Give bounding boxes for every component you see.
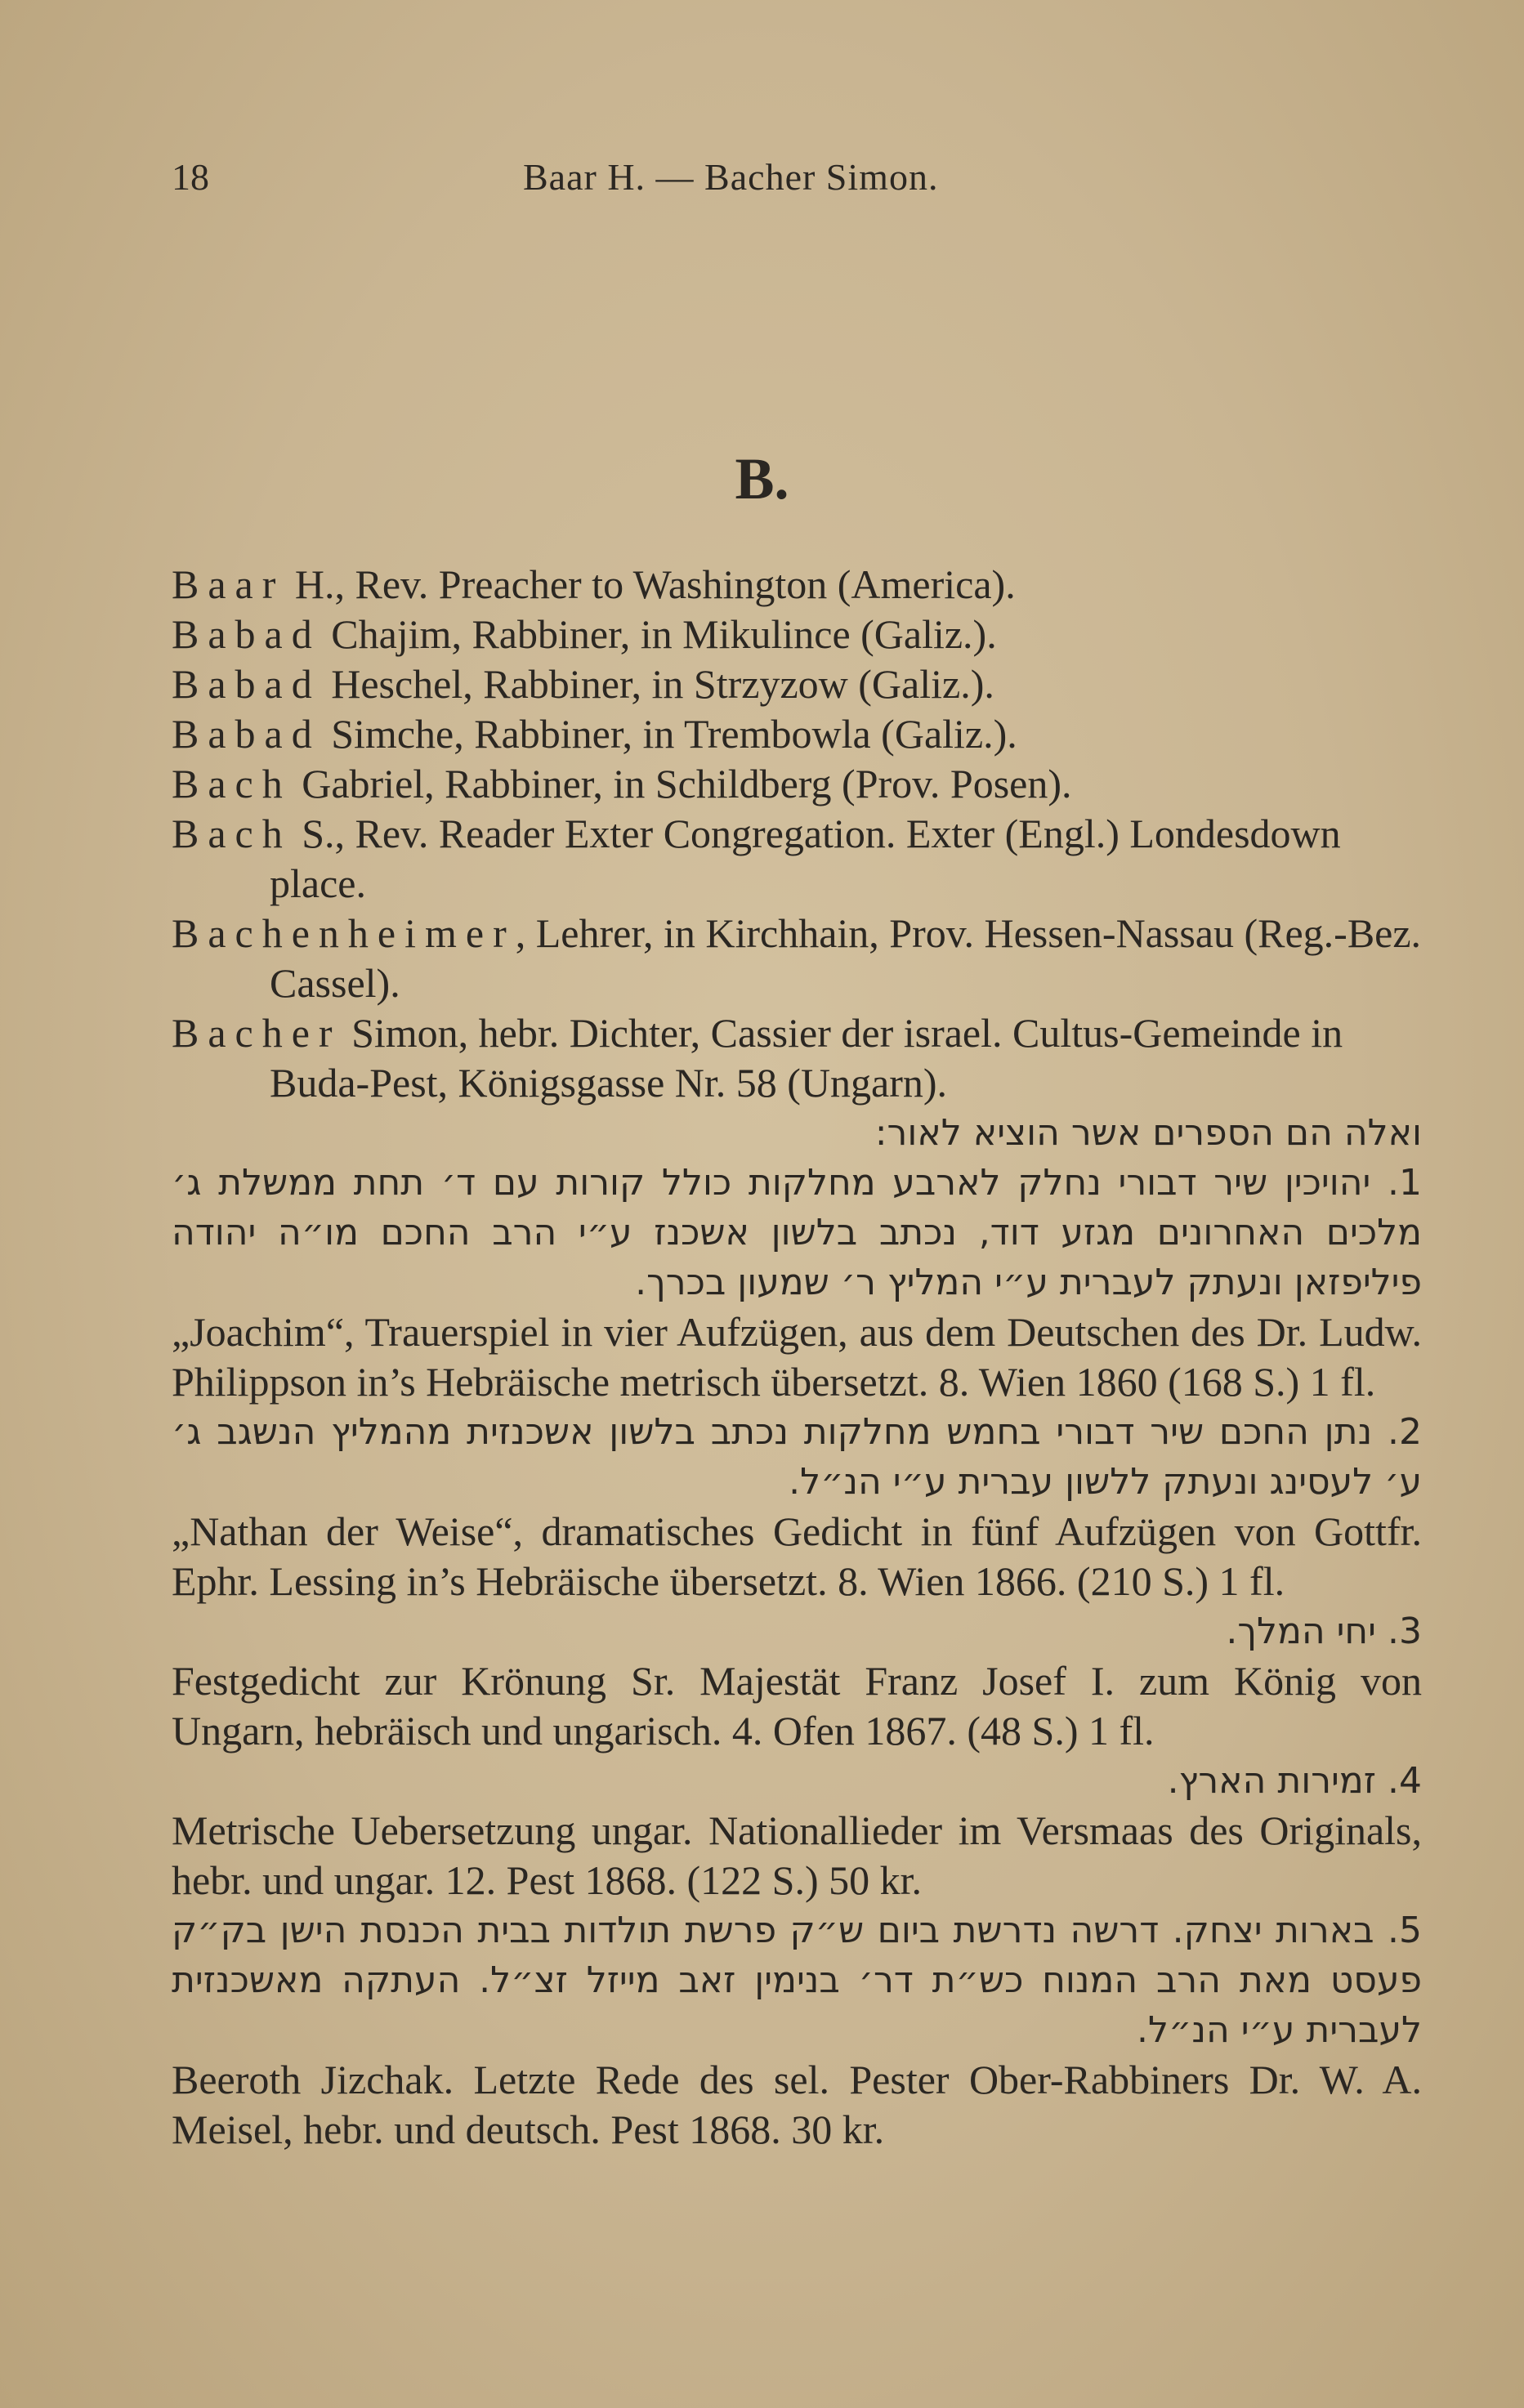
work-item xyxy=(172,1756,1422,1905)
work-item xyxy=(172,1158,1422,1407)
entry-name: Babad xyxy=(172,711,321,757)
entry-name: Babad xyxy=(172,611,321,657)
entry xyxy=(172,610,1422,659)
section-letter: B. xyxy=(735,446,789,512)
entry-text: S., Rev. Reader Exter Congregation. Exter (Engl.) Londesdown place. xyxy=(270,811,1341,906)
page-body xyxy=(172,560,1422,2155)
entry xyxy=(172,759,1422,809)
work-item xyxy=(172,1606,1422,1756)
work-hebrew: 3. יחי המלך. xyxy=(1226,1611,1422,1652)
entry-name: Bachenheimer xyxy=(172,910,516,956)
entry xyxy=(172,1008,1422,1108)
work-item xyxy=(172,1905,1422,2155)
work-hebrew: 2. נתן החכם שיר דבורי בחמש מחלקות נכתב בלשון אשכנזית מהמליץ הנשגב ג׳ ע׳ לעסינג ונעתק ללשון עברית ע״י הנ״ל. xyxy=(172,1411,1422,1503)
entry-text: Heschel, Rabbiner, in Strzyzow (Galiz.). xyxy=(320,661,994,707)
work-hebrew: 1. יהויכין שיר דבורי נחלק לארבע מחלקות כולל קורות עם ד׳ תחת ממשלת ג׳ מלכים האחרונים מגזע דוד, נכתב בלשון אשכנז ע״י הרב החכם מו״ה יהודה פיליפזאן ונעתק לעברית ע״י המליץ ר׳ שמעון בכרך. xyxy=(172,1162,1422,1303)
work-hebrew: 4. זמירות הארץ. xyxy=(1167,1760,1422,1802)
entry-text: , Lehrer, in Kirchhain, Prov. Hessen-Nassau (Reg.-Bez. Cassel). xyxy=(270,910,1422,1006)
running-head-title: Baar H. — Bacher Simon. xyxy=(523,156,939,198)
entry xyxy=(172,909,1422,1008)
entry-text: Simon, hebr. Dichter, Cassier der israel. Cultus-Gemeinde in Buda-Pest, Königsgasse Nr. 58 (Ungarn). xyxy=(270,1010,1343,1106)
entry-name: Bacher xyxy=(172,1010,342,1056)
entry-name: Baar xyxy=(172,561,285,607)
entry xyxy=(172,659,1422,709)
work-text: „Joachim“, Trauerspiel in vier Aufzügen, aus dem Deutschen des Dr. Ludw. Philippson in’s Hebräische metrisch übersetzt. 8. Wien 1860 (168 S.) 1 fl. xyxy=(172,1309,1422,1405)
running-header xyxy=(172,155,1434,204)
entry xyxy=(172,809,1422,909)
entry-text: Simche, Rabbiner, in Trembowla (Galiz.). xyxy=(320,711,1017,757)
work-text: Festgedicht zur Krönung Sr. Majestät Franz Josef I. zum König von Ungarn, hebräisch und ungarisch. 4. Ofen 1867. (48 S.) 1 fl. xyxy=(172,1658,1422,1754)
entry-text: Chajim, Rabbiner, in Mikulince (Galiz.). xyxy=(320,611,997,657)
hebrew-intro: ואלה הם הספרים אשר הוציא לאור: xyxy=(874,1112,1422,1154)
work-text: Beeroth Jizchak. Letzte Rede des sel. Pester Ober-Rabbiners Dr. W. A. Meisel, hebr. und deutsch. Pest 1868. 30 kr. xyxy=(172,2057,1422,2152)
entry-name: Bach xyxy=(172,761,292,806)
entry xyxy=(172,709,1422,759)
work-text: „Nathan der Weise“, dramatisches Gedicht in fünf Aufzügen von Gottfr. Ephr. Lessing in’s Hebräische übersetzt. 8. Wien 1866. (210 S.) 1 fl. xyxy=(172,1508,1422,1604)
entry-text: H., Rev. Preacher to Washington (America). xyxy=(284,561,1016,607)
entry-text: Gabriel, Rabbiner, in Schildberg (Prov. Posen). xyxy=(291,761,1072,806)
entry xyxy=(172,560,1422,610)
entry-name: Bach xyxy=(172,811,292,856)
work-item xyxy=(172,1407,1422,1606)
work-hebrew: 5. בארות יצחק. דרשה נדרשת ביום ש״ק פרשת תולדות בבית הכנסת הישן בק״ק פעסט מאת הרב המנוח כש״ת דר׳ בנימין זאב מייזל זצ״ל. העתקה מאשכנזית לעברית ע״י הנ״ל. xyxy=(172,1910,1422,2051)
page-number: 18 xyxy=(172,156,209,198)
work-text: Metrische Uebersetzung ungar. Nationallieder im Versmaas des Originals, hebr. und ungar. 12. Pest 1868. (122 S.) 50 kr. xyxy=(172,1807,1422,1903)
entry-name: Babad xyxy=(172,661,321,707)
